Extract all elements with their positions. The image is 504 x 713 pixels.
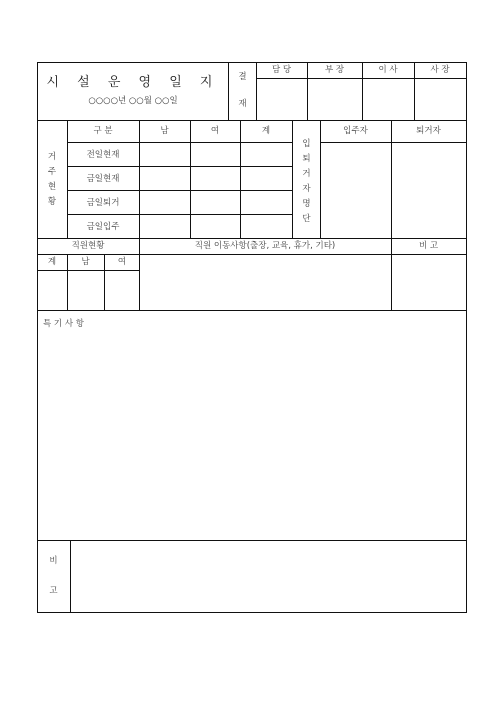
col-header-male: 남 [160, 126, 169, 136]
residents-label-char: 주 [47, 167, 57, 177]
staff-header-line [37, 254, 467, 255]
footer-remark-label-2: 고 [49, 586, 58, 596]
approval-label-1: 결 [238, 72, 247, 82]
frame-right [466, 62, 467, 613]
col-header-gubun: 구 분 [93, 126, 113, 136]
staff-count-female: 여 [117, 257, 127, 267]
residents-bottom-line [37, 238, 467, 239]
roster-label-char: 자 [302, 184, 311, 194]
residents-row-3 [67, 190, 293, 191]
roster-col-split [391, 120, 392, 238]
roster-section-label [293, 137, 320, 227]
col-header-total: 계 [261, 126, 271, 136]
log-date: ○○○○년 ○○월 ○○일 [88, 96, 178, 106]
residents-row-4 [67, 214, 293, 215]
staff-movement-label: 직원 이동사항(출장, 교육, 휴가, 기타) [194, 241, 336, 251]
row-label-today-current: 금일현재 [86, 174, 120, 184]
row-label-previous-day: 전일현재 [86, 150, 120, 160]
col-header-female: 여 [210, 126, 220, 136]
approval-role-president: 사 장 [430, 65, 450, 75]
page-title: 시 설 운 영 일 지 [46, 75, 220, 90]
residents-row-1 [67, 142, 293, 143]
footer-remark-label-1: 비 [49, 556, 58, 566]
row-label-today-moved-in: 금일입주 [86, 222, 120, 232]
roster-label-char: 거 [302, 169, 311, 179]
row-label-today-moved-out: 금일퇴거 [86, 198, 120, 208]
approval-role-manager: 담 당 [271, 65, 292, 75]
special-notes-label: 특 기 사 항 [43, 319, 84, 329]
roster-label-char: 입 [302, 139, 311, 149]
roster-col-label [320, 120, 321, 238]
residents-col-gubun [139, 120, 140, 238]
staff-count-header-line [37, 270, 140, 271]
header-divider-title [228, 62, 229, 120]
staff-status-label: 직원현황 [71, 241, 105, 251]
residents-label-char: 현 [47, 182, 57, 192]
staff-remark-label: 비 고 [418, 241, 439, 251]
approval-role-director: 이 사 [378, 65, 398, 75]
approval-role-row-line [256, 78, 467, 79]
residents-label-char: 거 [47, 152, 57, 162]
residents-row-2 [67, 166, 293, 167]
staff-bottom-line [37, 310, 467, 311]
roster-label-char: 명 [302, 199, 311, 209]
roster-header-move-out: 퇴거자 [416, 126, 441, 136]
footer-remark-col [70, 540, 71, 612]
header-bottom-line [37, 120, 467, 121]
frame-bottom [37, 612, 467, 613]
residents-col-female [240, 120, 241, 238]
frame-left [37, 62, 38, 613]
special-notes-bottom-line [37, 540, 467, 541]
roster-header-line [320, 142, 467, 143]
roster-label-char: 퇴 [302, 154, 311, 164]
approval-label-2: 재 [238, 99, 247, 109]
residents-section-label [37, 150, 67, 210]
staff-count-male: 남 [81, 257, 90, 267]
residents-col-male [190, 120, 191, 238]
residents-label-char: 황 [47, 197, 57, 207]
frame-top [37, 62, 467, 63]
staff-count-total: 계 [47, 257, 57, 267]
roster-label-char: 단 [302, 214, 311, 224]
roster-header-move-in: 입주자 [343, 126, 368, 136]
approval-role-department-head: 부 장 [324, 65, 345, 75]
